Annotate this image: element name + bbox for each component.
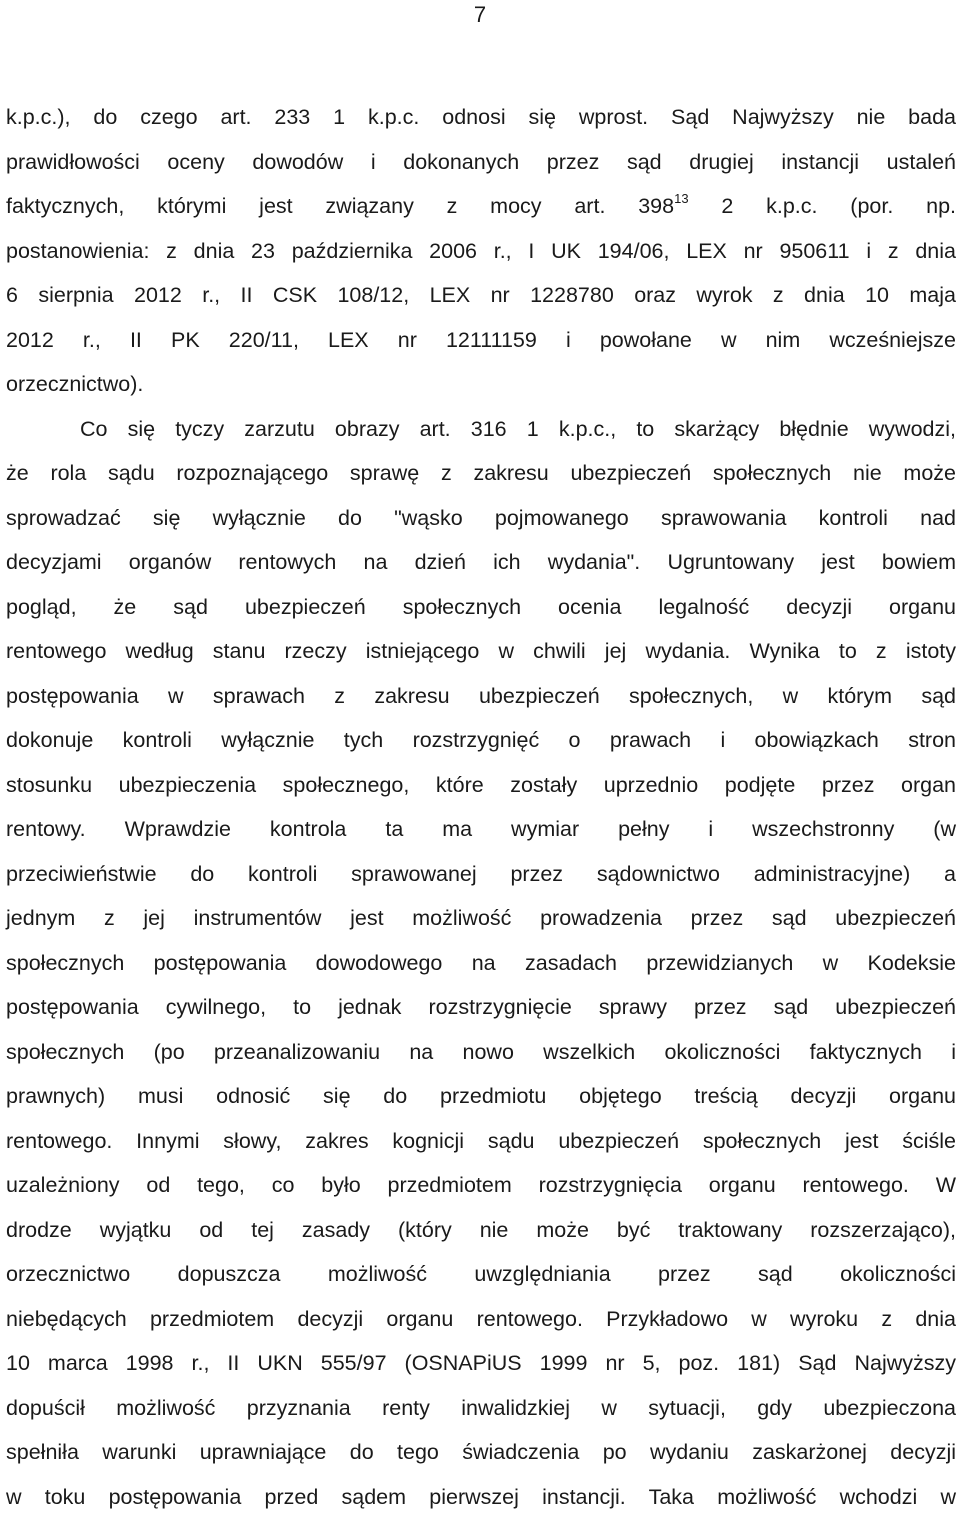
text-line: rentowego. Innymi słowy, zakres kognicji sądu ubezpieczeń społecznych jest ściśle — [6, 1119, 956, 1164]
text-line: sprowadzać się wyłącznie do "wąsko pojmowanego sprawowania kontroli nad — [6, 496, 956, 541]
text-line: że rola sądu rozpoznającego sprawę z zakresu ubezpieczeń społecznych nie może — [6, 451, 956, 496]
text-line: k.p.c.), do czego art. 233 1 k.p.c. odnosi się wprost. Sąd Najwyższy nie bada — [6, 95, 956, 140]
page-number: 7 — [0, 2, 960, 28]
text-line: orzecznictwo dopuszcza możliwość uwzględniania przez sąd okoliczności — [6, 1252, 956, 1297]
text-line: uzależniony od tego, co było przedmiotem rozstrzygnięcia organu rentowego. W — [6, 1163, 956, 1208]
text-line: społecznych postępowania dowodowego na zasadach przewidzianych w Kodeksie — [6, 941, 956, 986]
text-line: rentowego według stanu rzeczy istniejącego w chwili jej wydania. Wynika to z istoty — [6, 629, 956, 674]
text-line: przeciwieństwie do kontroli sprawowanej przez sądownictwo administracyjne) a — [6, 852, 956, 897]
text-line: 10 marca 1998 r., II UKN 555/97 (OSNAPiUS 1999 nr 5, poz. 181) Sąd Najwyższy — [6, 1341, 956, 1386]
text-line: pogląd, że sąd ubezpieczeń społecznych ocenia legalność decyzji organu — [6, 585, 956, 630]
text-line: spełniła warunki uprawniające do tego świadczenia po wydaniu zaskarżonej decyzji — [6, 1430, 956, 1475]
text-line: społecznych (po przeanalizowaniu na nowo wszelkich okoliczności faktycznych i — [6, 1030, 956, 1075]
text-line: dopuścił możliwość przyznania renty inwalidzkiej w sytuacji, gdy ubezpieczona — [6, 1386, 956, 1431]
paragraph-first-line: Co się tyczy zarzutu obrazy art. 316 1 k.p.c., to skarżący błędnie wywodzi, — [6, 407, 956, 452]
text-line-start: faktycznych, którymi jest związany z mocy art. 398 — [6, 194, 674, 218]
superscript: 13 — [674, 191, 688, 206]
text-line: decyzjami organów rentowych na dzień ich wydania". Ugruntowany jest bowiem — [6, 540, 956, 585]
text-line: stosunku ubezpieczenia społecznego, które zostały uprzednio podjęte przez organ — [6, 763, 956, 808]
text-line-end: 2 k.p.c. (por. np. — [689, 194, 956, 218]
text-line — [6, 184, 956, 229]
text-line: postanowienia: z dnia 23 października 2006 r., I UK 194/06, LEX nr 950611 i z dnia — [6, 229, 956, 274]
text-line: 6 sierpnia 2012 r., II CSK 108/12, LEX nr 1228780 oraz wyrok z dnia 10 maja — [6, 273, 956, 318]
text-line: 2012 r., II PK 220/11, LEX nr 12111159 i powołane w nim wcześniejsze — [6, 318, 956, 363]
document-body — [6, 95, 956, 1519]
text-line: jednym z jej instrumentów jest możliwość prowadzenia przez sąd ubezpieczeń — [6, 896, 956, 941]
text-line: w toku postępowania przed sądem pierwszej instancji. Taka możliwość wchodzi w — [6, 1475, 956, 1519]
text-line: rentowy. Wprawdzie kontrola ta ma wymiar pełny i wszechstronny (w — [6, 807, 956, 852]
text-line: postępowania cywilnego, to jednak rozstrzygnięcie sprawy przez sąd ubezpieczeń — [6, 985, 956, 1030]
text-line: niebędących przedmiotem decyzji organu rentowego. Przykładowo w wyroku z dnia — [6, 1297, 956, 1342]
text-line: orzecznictwo). — [6, 362, 956, 407]
text-line: drodze wyjątku od tej zasady (który nie może być traktowany rozszerzająco), — [6, 1208, 956, 1253]
text-line: dokonuje kontroli wyłącznie tych rozstrzygnięć o prawach i obowiązkach stron — [6, 718, 956, 763]
text-line: prawidłowości oceny dowodów i dokonanych przez sąd drugiej instancji ustaleń — [6, 140, 956, 185]
text-line: prawnych) musi odnosić się do przedmiotu objętego treścią decyzji organu — [6, 1074, 956, 1119]
text-line: postępowania w sprawach z zakresu ubezpieczeń społecznych, w którym sąd — [6, 674, 956, 719]
